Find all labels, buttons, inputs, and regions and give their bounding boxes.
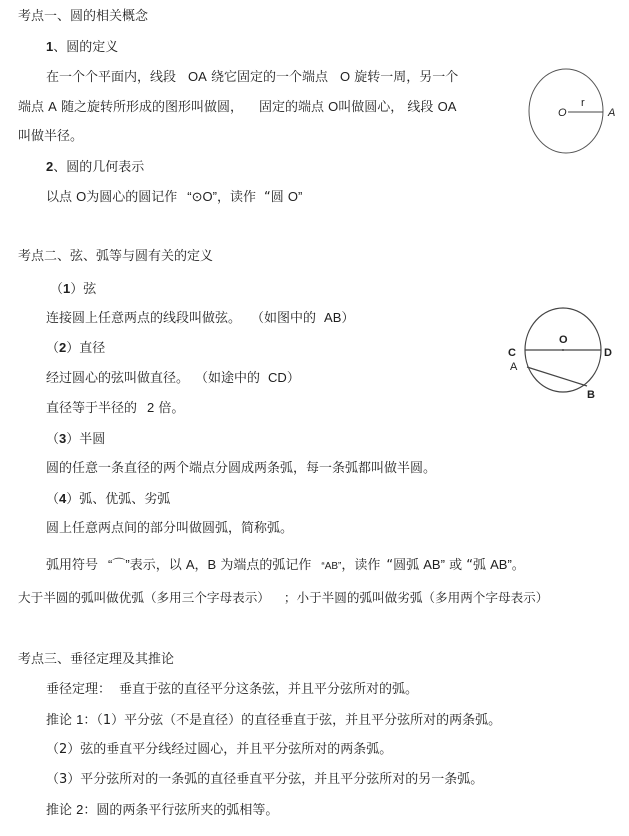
- text: 连接圆上任意两点的线段叫做弦。: [46, 311, 242, 326]
- text: 为圆心的圆记作: [86, 190, 178, 205]
- text: 经过圆心的弦叫做直径。: [46, 371, 190, 386]
- label-c: C: [508, 347, 516, 359]
- text: ，: [194, 558, 208, 573]
- item-title: 半圆: [79, 432, 106, 447]
- text: 固定的端点: [258, 100, 324, 115]
- item-arc-heading: （4）弧、优弧、劣弧: [46, 491, 171, 507]
- chord-definition: [46, 309, 354, 328]
- definition-line-1: [46, 68, 458, 87]
- notation-line: [46, 188, 302, 207]
- circle-radius-figure: [522, 62, 622, 162]
- subheading-title: 、圆的几何表示: [53, 160, 145, 175]
- arc-symbol: “⌒”: [108, 557, 130, 572]
- arc-ab: AB”: [423, 557, 445, 572]
- segment-oa: OA: [188, 69, 207, 84]
- text: 线段: [407, 100, 434, 115]
- text: ；小于半圆的弧叫做劣弧（多用两个字母表示）: [283, 590, 549, 605]
- section1-heading: 考点一、圆的相关概念: [18, 9, 149, 24]
- major-minor-arc-line: [18, 589, 548, 607]
- theorem-label: 垂径定理：: [46, 682, 112, 697]
- label-b: B: [587, 389, 595, 401]
- corollary1-part2: （2）弦的垂直平分线经过圆心，并且平分弦所对的两条弧。: [46, 742, 393, 757]
- item-number: 4: [59, 491, 67, 506]
- text: ：: [83, 713, 97, 728]
- point-a: A: [48, 99, 57, 114]
- text: “圆: [263, 190, 284, 205]
- item-chord-heading: （1）弦: [50, 281, 97, 297]
- text: （如图中的: [251, 311, 317, 326]
- label-o: O: [559, 334, 568, 346]
- center-label: O: [558, 107, 567, 119]
- subheading-number: 2: [46, 159, 54, 174]
- subheading-circle-definition: [46, 38, 118, 57]
- diameter-cd: CD: [268, 370, 287, 385]
- theorem-text: 垂直于弦的直径平分这条弦，并且平分弦所对的弧。: [119, 682, 419, 697]
- semicircle-definition: 圆的任意一条直径的两个端点分圆成两条弧，每一条弧都叫做半圆。: [46, 461, 437, 476]
- text: ，读作: [216, 190, 256, 205]
- subheading-title: 、圆的定义: [53, 40, 119, 55]
- corollary-label: 推论: [46, 803, 73, 818]
- section2-heading: 考点二、弦、弧等与圆有关的定义: [18, 249, 214, 264]
- item-diameter-heading: （2）直径: [46, 340, 106, 356]
- item-title: 弦: [83, 282, 97, 297]
- number: 2: [147, 400, 155, 415]
- text: 叫做圆心，: [338, 100, 404, 115]
- definition-line-3: 叫做半径。: [18, 129, 84, 144]
- text: 直径等于半径的: [46, 401, 138, 416]
- section3-heading: 考点三、垂径定理及其推论: [18, 652, 175, 667]
- text: 在一个个平面内，线段: [46, 70, 177, 85]
- point-o: O: [76, 189, 87, 204]
- item-number: 2: [59, 340, 67, 355]
- point-a: A: [185, 557, 195, 572]
- circle-notation: “⊙O”: [187, 189, 217, 204]
- text: ，读作: [341, 558, 381, 573]
- text: “弧: [466, 558, 486, 573]
- item-semicircle-heading: （3）半圆: [46, 431, 106, 447]
- text: 表示，以: [129, 558, 182, 573]
- text: ：: [83, 803, 97, 818]
- item-title: 弧、优弧、劣弧: [79, 492, 171, 507]
- point-o: O: [328, 99, 339, 114]
- corollary-number: 2: [76, 802, 84, 817]
- chord-diameter-figure: [500, 292, 629, 404]
- text: 为端点的弧记作: [220, 558, 312, 573]
- definition-line-2: [18, 98, 456, 117]
- diameter-definition: [46, 369, 300, 388]
- text: 倍。: [158, 401, 185, 416]
- corollary1-part1: [46, 711, 501, 730]
- arc-symbol-line: [46, 556, 525, 576]
- point-b: B: [207, 557, 217, 572]
- corollary1-part3: （3）平分弦所对的一条弧的直径垂直平分弦，并且平分弦所对的另一条弧。: [46, 772, 484, 787]
- item-number: 1: [63, 281, 71, 296]
- item-number: 3: [59, 431, 67, 446]
- corollary-text: （1）平分弦（不是直径）的直径垂直于弦，并且平分弦所对的两条弧。: [96, 713, 502, 728]
- text: 端点: [18, 100, 45, 115]
- chord-ab: AB: [324, 310, 342, 325]
- text: 随之旋转所形成的图形叫做圆，: [60, 100, 243, 115]
- corollary-number: 1: [76, 712, 84, 727]
- text: ）: [341, 311, 355, 326]
- text: 或: [449, 558, 463, 573]
- point-o: O: [339, 69, 351, 84]
- arc-ab-notation: “AB”: [321, 561, 342, 572]
- text: ）: [286, 371, 300, 386]
- text: 弧用符号: [46, 558, 99, 573]
- arc-definition: 圆上任意两点间的部分叫做圆弧，简称弧。: [46, 521, 294, 536]
- radius-label: r: [581, 97, 585, 109]
- text: “圆弧: [386, 558, 420, 573]
- label-d: D: [604, 347, 612, 359]
- label-a: A: [510, 361, 518, 373]
- text: 绕它固定的一个端点: [210, 70, 328, 85]
- text: （如途中的: [195, 371, 261, 386]
- corollary-label: 推论: [46, 713, 73, 728]
- text: 旋转一周，另一个: [354, 70, 459, 85]
- corollary2: [46, 801, 278, 820]
- point-label: A: [608, 107, 616, 119]
- segment-oa: OA: [437, 99, 457, 114]
- text: O”: [287, 189, 303, 204]
- text: 以点: [46, 190, 73, 205]
- diameter-ratio: [46, 399, 184, 418]
- corollary-text: 圆的两条平行弦所夹的弧相等。: [96, 803, 279, 818]
- subheading-geometric-notation: [46, 158, 144, 177]
- perpendicular-diameter-theorem: [46, 681, 418, 699]
- item-title: 直径: [79, 341, 106, 356]
- arc-ab: AB”: [490, 557, 512, 572]
- text: 大于半圆的弧叫做优弧（多用三个字母表示）: [18, 590, 270, 605]
- subheading-number: 1: [46, 39, 54, 54]
- text: 。: [511, 558, 525, 573]
